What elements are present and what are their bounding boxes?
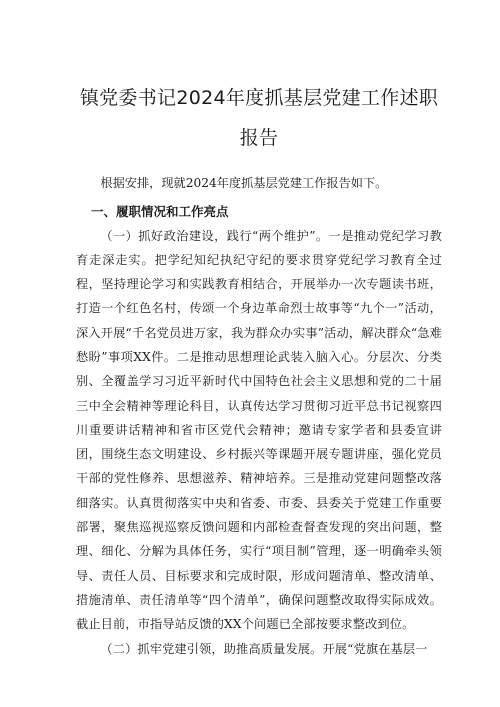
body-paragraph-2: （二）抓牢党建引领，助推高质量发展。开展“党旗在基层一 <box>100 641 428 656</box>
title-line-1: 镇党委书记2024年度抓基层党建工作述职 <box>79 87 439 109</box>
intro-paragraph: 根据安排，现就2024年度抓基层党建工作报告如下。 <box>100 176 388 190</box>
section-heading-1: 一、履职情况和工作亮点 <box>91 203 229 219</box>
title-line-2: 报告 <box>239 127 279 149</box>
document-title <box>76 78 442 158</box>
body-paragraph-1: （一）抓好政治建设，践行“两个维护”。一是推动党纪学习教育走深走实。把学纪知纪执纪守纪的要求贯穿党纪学习教育全过程，坚持理论学习和实践教育相结合，开展举办一次专题读书班，打造一个红色名村，传颂一个身边革命烈士故事等“九个一”活动，深入开展“千名党员进万家，我为群众办实事”活动，解决群众“急难愁盼”事项XX件。二是推动思想理论武装入脑入心。分层次、分类别、全覆盖学习习近平新时代中国特色社会主义思想和党的二十届三中全会精神等理论科目，认真传达学习贯彻习近平总书记视察四川重要讲话精神和省市区党代会精神；邀请专家学者和县委宣讲团，围绕生态文明建设、乡村振兴等课题开展专题讲座，强化党员干部的党性修养、思想滋养、精神培养。三是推动党建问题整改落细落实。认真贯彻落实中央和省委、市委、县委关于党建工作重要部署，聚焦巡视巡察反馈问题和内部检查督查发现的突出问题，整理、细化、分解为具体任务，实行“项目制”管理，逐一明确牵头领导、责任人员、目标要求和完成时限，形成问题清单、整改清单、措施清单、责任清单等“四个清单”，确保问题整改取得实际成效。截止目前，市指导站反馈的XX个问题已全部按要求整改到位。 <box>76 228 442 632</box>
